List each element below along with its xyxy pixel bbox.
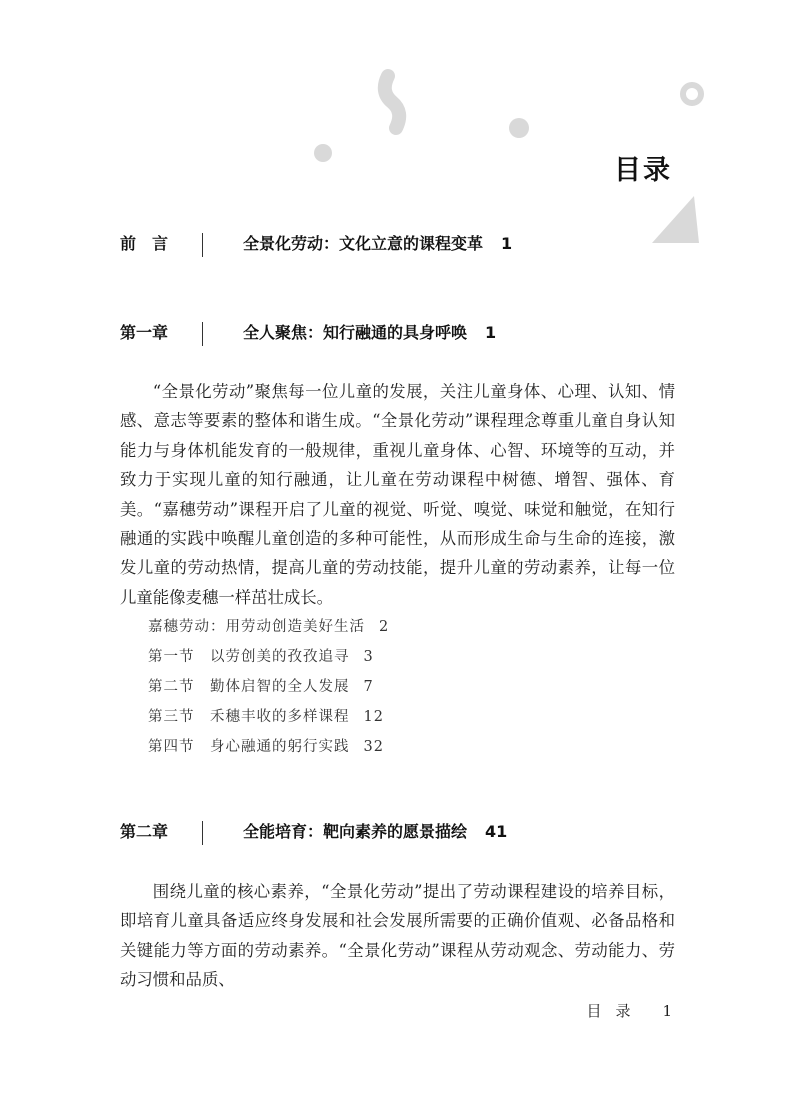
chapter-2-intro-text: 围绕儿童的核心素养，“全景化劳动”提出了劳动课程建设的培养目标，即培育儿童具备适应终身发展和社会发展所需要的正确价值观、必备品格和关键能力等方面的劳动素养。“全景化劳动”课程从劳动观念、劳动能力、劳动习惯和品质、 [120,882,675,990]
section-page-number: 7 [363,679,374,695]
section-item[interactable] [148,732,389,762]
chapter-label: 第一章 [120,323,169,342]
section-title: 嘉穗劳动：用劳动创造美好生活 [148,619,365,635]
section-number: 第二节 [148,679,195,695]
decor-s-curve [385,76,399,128]
section-title: 以劳创美的孜孜追寻 [210,649,350,665]
chapter-title: 全人聚焦：知行融通的具身呼唤 [243,323,468,342]
page-footer [586,1000,672,1021]
section-page-number: 2 [379,619,390,635]
decor-ring [683,85,701,103]
chapter-page-number: 1 [501,234,513,253]
chapter-title: 全能培育：靶向素养的愿景描绘 [243,822,468,841]
chapter-1-sections [148,612,389,762]
footer-title: 目录 [586,1002,645,1020]
section-number: 第四节 [148,739,195,755]
toc-entry-preface[interactable] [120,232,512,256]
chapter-1-intro [120,377,675,612]
section-number: 第三节 [148,709,195,725]
toc-heading: 目录 [614,155,672,186]
divider-bar [202,322,203,346]
decor-dot-small [314,144,332,162]
toc-entry-chapter-1[interactable] [120,321,496,345]
section-page-number: 32 [363,739,384,755]
chapter-label: 第二章 [120,822,169,841]
section-title: 禾穗丰收的多样课程 [210,709,350,725]
divider-bar [202,821,203,845]
section-item[interactable] [148,642,389,672]
section-title: 身心融通的躬行实践 [210,739,350,755]
decor-triangle [652,196,699,243]
footer-page-number: 1 [662,1002,672,1020]
chapter-1-intro-text: “全景化劳动”聚焦每一位儿童的发展，关注儿童身体、心理、认知、情感、意志等要素的整体和谐生成。“全景化劳动”课程理念尊重儿童自身认知能力与身体机能发育的一般规律，重视儿童身体、心智、环境等的互动，并致力于实现儿童的知行融通，让儿童在劳动课程中树德、增智、强体、育美。“嘉穗劳动”课程开启了儿童的视觉、听觉、嗅觉、味觉和触觉，在知行融通的实践中唤醒儿童创造的多种可能性，从而形成生命与生命的连接，激发儿童的劳动热情，提高儿童的劳动技能，提升儿童的劳动素养，让每一位儿童能像麦穗一样茁壮成长。 [120,382,675,607]
decor-dot-medium [509,118,529,138]
chapter-2-intro [120,877,675,995]
section-item[interactable] [148,702,389,732]
section-item[interactable] [148,612,389,642]
section-page-number: 12 [363,709,384,725]
chapter-title: 全景化劳动：文化立意的课程变革 [243,234,484,253]
section-title: 勤体启智的全人发展 [210,679,350,695]
chapter-page-number: 1 [485,323,497,342]
section-page-number: 3 [363,649,374,665]
section-number: 第一节 [148,649,195,665]
divider-bar [202,233,203,257]
chapter-page-number: 41 [485,822,508,841]
toc-entry-chapter-2[interactable] [120,820,507,844]
chapter-label: 前 言 [120,234,169,253]
section-item[interactable] [148,672,389,702]
